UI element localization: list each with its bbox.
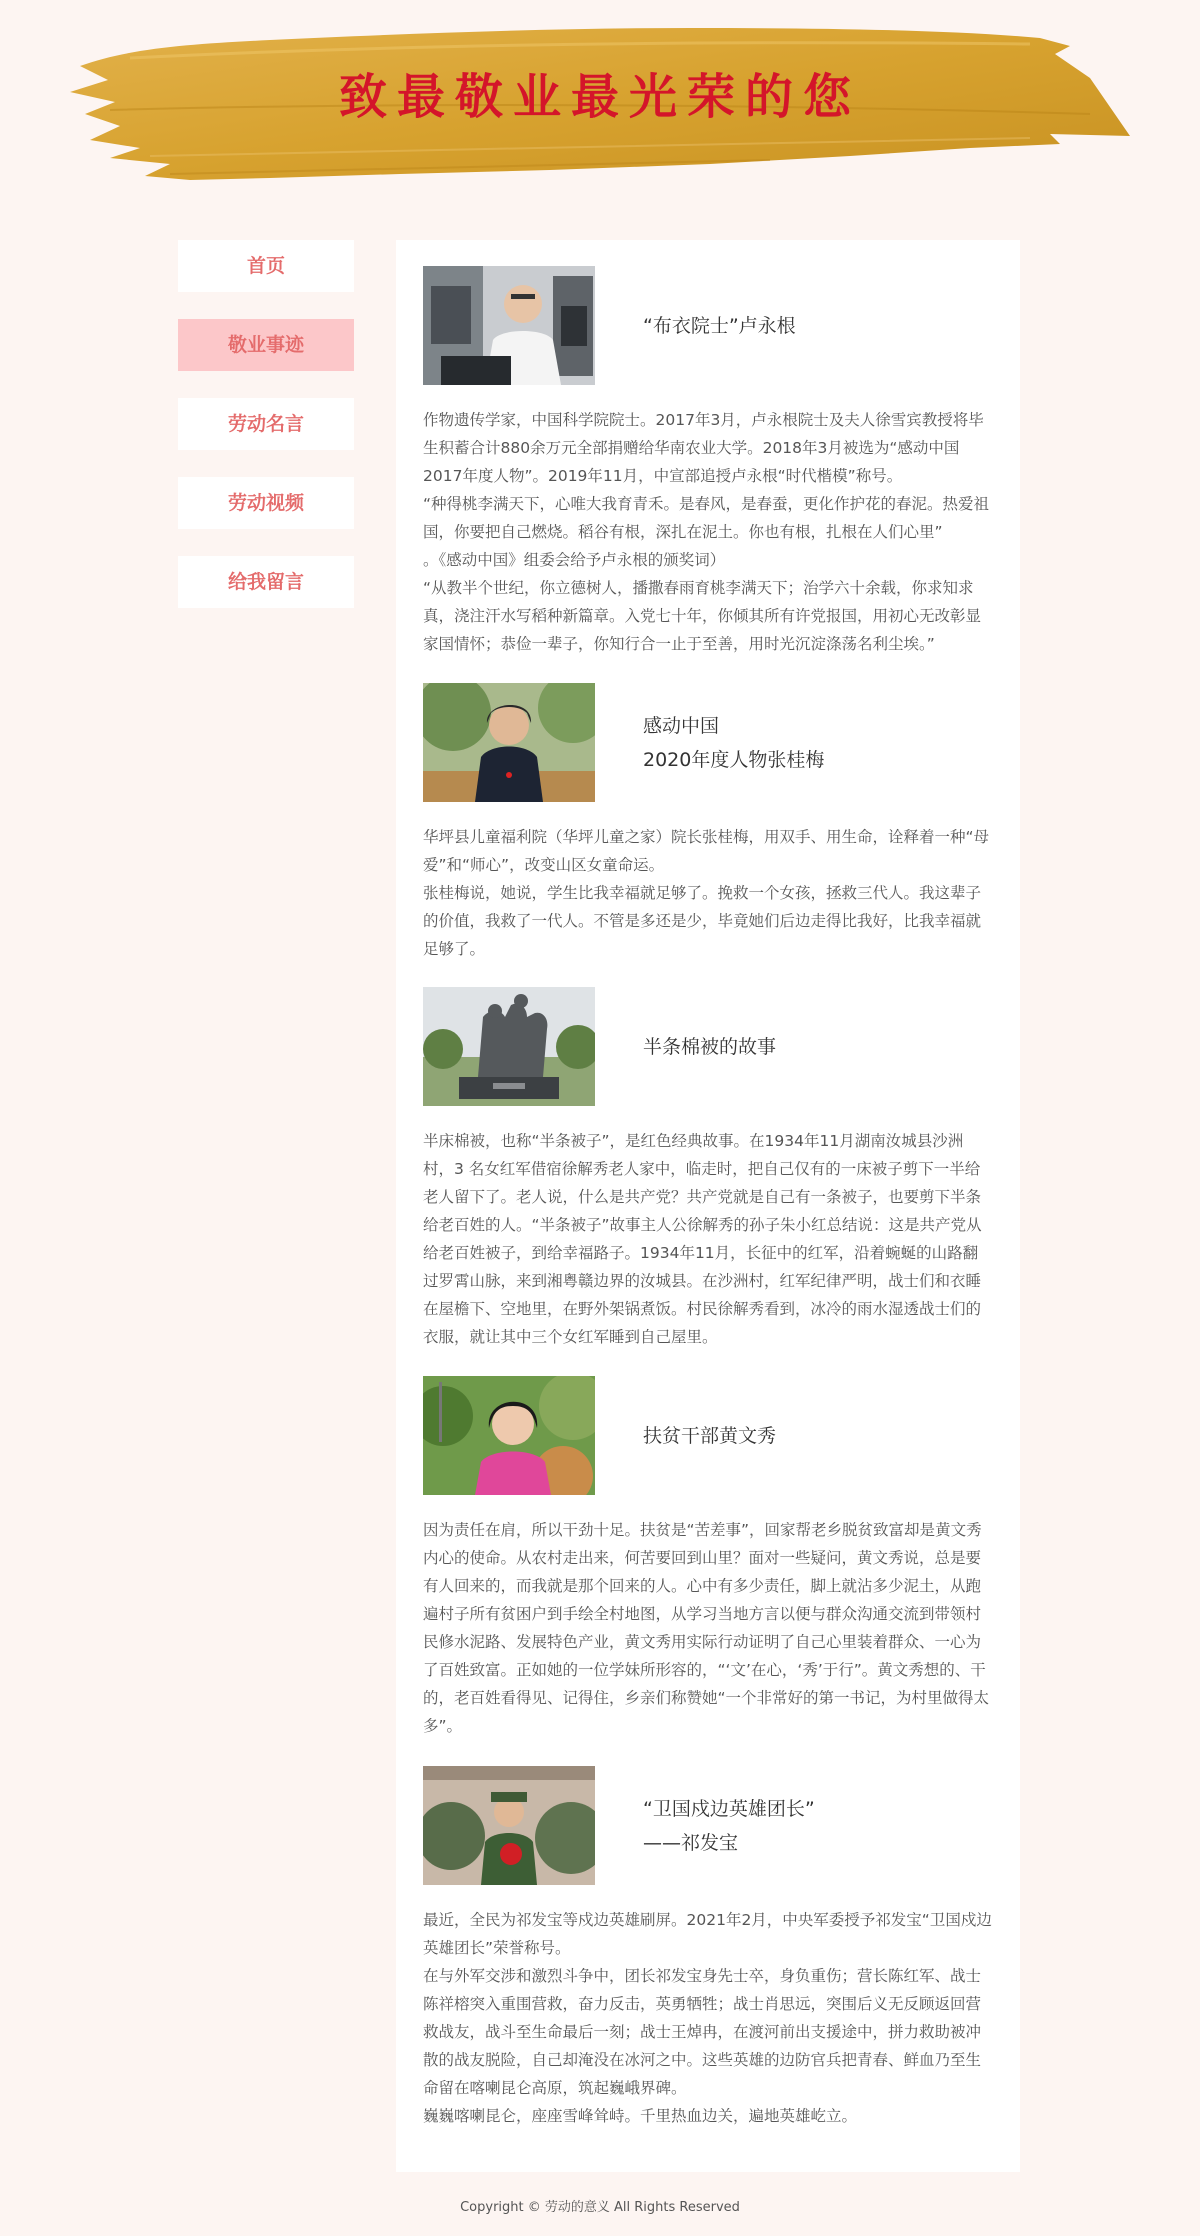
nav-item-home[interactable]: 首页 bbox=[178, 240, 354, 292]
banner-title: 致最敬业最光荣的您 bbox=[338, 69, 861, 125]
story-title-line: 感动中国 bbox=[643, 714, 720, 737]
footer-copyright: Copyright © 劳动的意义 All Rights Reserved bbox=[460, 2200, 740, 2215]
story-paragraph: 。《感动中国》组委会给予卢永根的颁奖词） bbox=[423, 551, 726, 569]
story-title bbox=[643, 683, 983, 802]
main-content bbox=[396, 240, 1020, 2172]
story-title-line: 扶贫干部黄文秀 bbox=[643, 1424, 777, 1447]
sidebar-nav bbox=[178, 240, 354, 635]
story-title bbox=[643, 266, 983, 385]
story-paragraph: 最近，全民为祁发宝等戍边英雄刷屏。2021年2月，中央军委授予祁发宝“卫国戍边英雄团长”荣誉称号。 bbox=[423, 1911, 992, 1957]
story-photo bbox=[423, 1376, 595, 1495]
story-body bbox=[423, 1516, 993, 1740]
story-body bbox=[423, 1906, 993, 2130]
story-paragraph: 巍巍喀喇昆仑，座座雪峰耸峙。千里热血边关，遍地英雄屹立。 bbox=[423, 2107, 858, 2125]
story-title bbox=[643, 1376, 983, 1495]
story-body bbox=[423, 406, 993, 658]
story-title bbox=[643, 1766, 983, 1885]
story-paragraph: “种得桃李满天下，心唯大我育青禾。是春风，是春蚕，更化作护花的春泥。热爱祖国，你要把自己燃烧。稻谷有根，深扎在泥土。你也有根，扎根在人们心里” bbox=[423, 495, 990, 541]
nav-item-message[interactable]: 给我留言 bbox=[178, 556, 354, 608]
story-photo bbox=[423, 1766, 595, 1885]
story-title-line: ——祁发宝 bbox=[643, 1831, 739, 1854]
story-paragraph: 华坪县儿童福利院（华坪儿童之家）院长张桂梅，用双手、用生命，诠释着一种“母爱”和“师心”，改变山区女童命运。 bbox=[423, 828, 990, 874]
story-paragraph: “从教半个世纪，你立德树人，播撒春雨育桃李满天下；治学六十余载，你求知求真，浇注汗水写稻种新篇章。入党七十年，你倾其所有许党报国，用初心无改彰显家国情怀；恭俭一辈子，你知行合一止于至善，用时光沉淀涤荡名利尘埃。” bbox=[423, 579, 982, 653]
story-photo bbox=[423, 987, 595, 1106]
story-paragraph: 半床棉被，也称“半条被子”，是红色经典故事。在1934年11月湖南汝城县沙洲村，3 名女红军借宿徐解秀老人家中，临走时，把自己仅有的一床被子剪下一半给老人留下了。老人说，什么是共产党？共产党就是自己有一条被子，也要剪下半条给老百姓的人。“半条被子”故事主人公徐解秀的孙子朱小红总结说：这是共产党从给老百姓被子，到给幸福路子。1934年11月，长征中的红军，沿着蜿蜒的山路翻过罗霄山脉，来到湘粤赣边界的汝城县。在沙洲村，红军纪律严明，战士们和衣睡在屋檐下、空地里，在野外架锅煮饭。村民徐解秀看到，冰冷的雨水湿透战士们的衣服，就让其中三个女红军睡到自己屋里。 bbox=[423, 1132, 982, 1346]
nav-item-videos[interactable]: 劳动视频 bbox=[178, 477, 354, 529]
story-paragraph: 因为责任在肩，所以干劲十足。扶贫是“苦差事”，回家帮老乡脱贫致富却是黄文秀内心的使命。从农村走出来，何苦要回到山里？面对一些疑问，黄文秀说，总是要有人回来的，而我就是那个回来的人。心中有多少责任，脚上就沾多少泥土，从跑遍村子所有贫困户到手绘全村地图，从学习当地方言以便与群众沟通交流到带领村民修水泥路、发展特色产业，黄文秀用实际行动证明了自己心里装着群众、一心为了百姓致富。正如她的一位学妹所形容的，“‘文’在心，‘秀’于行”。黄文秀想的、干的，老百姓看得见、记得住，乡亲们称赞她“一个非常好的第一书记，为村里做得太多”。 bbox=[423, 1521, 990, 1735]
nav-item-deeds[interactable]: 敬业事迹 bbox=[178, 319, 354, 371]
story-title-line: 半条棉被的故事 bbox=[643, 1035, 777, 1058]
story-paragraph: 张桂梅说，她说，学生比我幸福就足够了。挽救一个女孩，拯救三代人。我这辈子的价值，我救了一代人。不管是多还是少，毕竟她们后边走得比我好，比我幸福就足够了。 bbox=[423, 884, 982, 958]
story-photo bbox=[423, 683, 595, 802]
story-title-line: 2020年度人物张桂梅 bbox=[643, 748, 825, 771]
story-photo bbox=[423, 266, 595, 385]
story-paragraph: 作物遗传学家，中国科学院院士。2017年3月，卢永根院士及夫人徐雪宾教授将毕生积蓄合计880余万元全部捐赠给华南农业大学。2018年3月被选为“感动中国2017年度人物”。2019年11月，中宣部追授卢永根“时代楷模”称号。 bbox=[423, 411, 984, 485]
header-banner bbox=[70, 18, 1130, 188]
story-title-line: “布衣院士”卢永根 bbox=[643, 314, 796, 337]
nav-item-quotes[interactable]: 劳动名言 bbox=[178, 398, 354, 450]
story-body bbox=[423, 823, 993, 963]
story-paragraph: 在与外军交涉和激烈斗争中，团长祁发宝身先士卒，身负重伤；营长陈红军、战士陈祥榕突入重围营救，奋力反击，英勇牺牲；战士肖思远，突围后义无反顾返回营救战友，战斗至生命最后一刻；战士王焯冉，在渡河前出支援途中，拼力救助被冲散的战友脱险，自己却淹没在冰河之中。这些英雄的边防官兵把青春、鲜血乃至生命留在喀喇昆仑高原，筑起巍峨界碑。 bbox=[423, 1967, 982, 2097]
story-title bbox=[643, 987, 983, 1106]
story-body bbox=[423, 1127, 993, 1351]
story-title-line: “卫国戍边英雄团长” bbox=[643, 1797, 815, 1820]
